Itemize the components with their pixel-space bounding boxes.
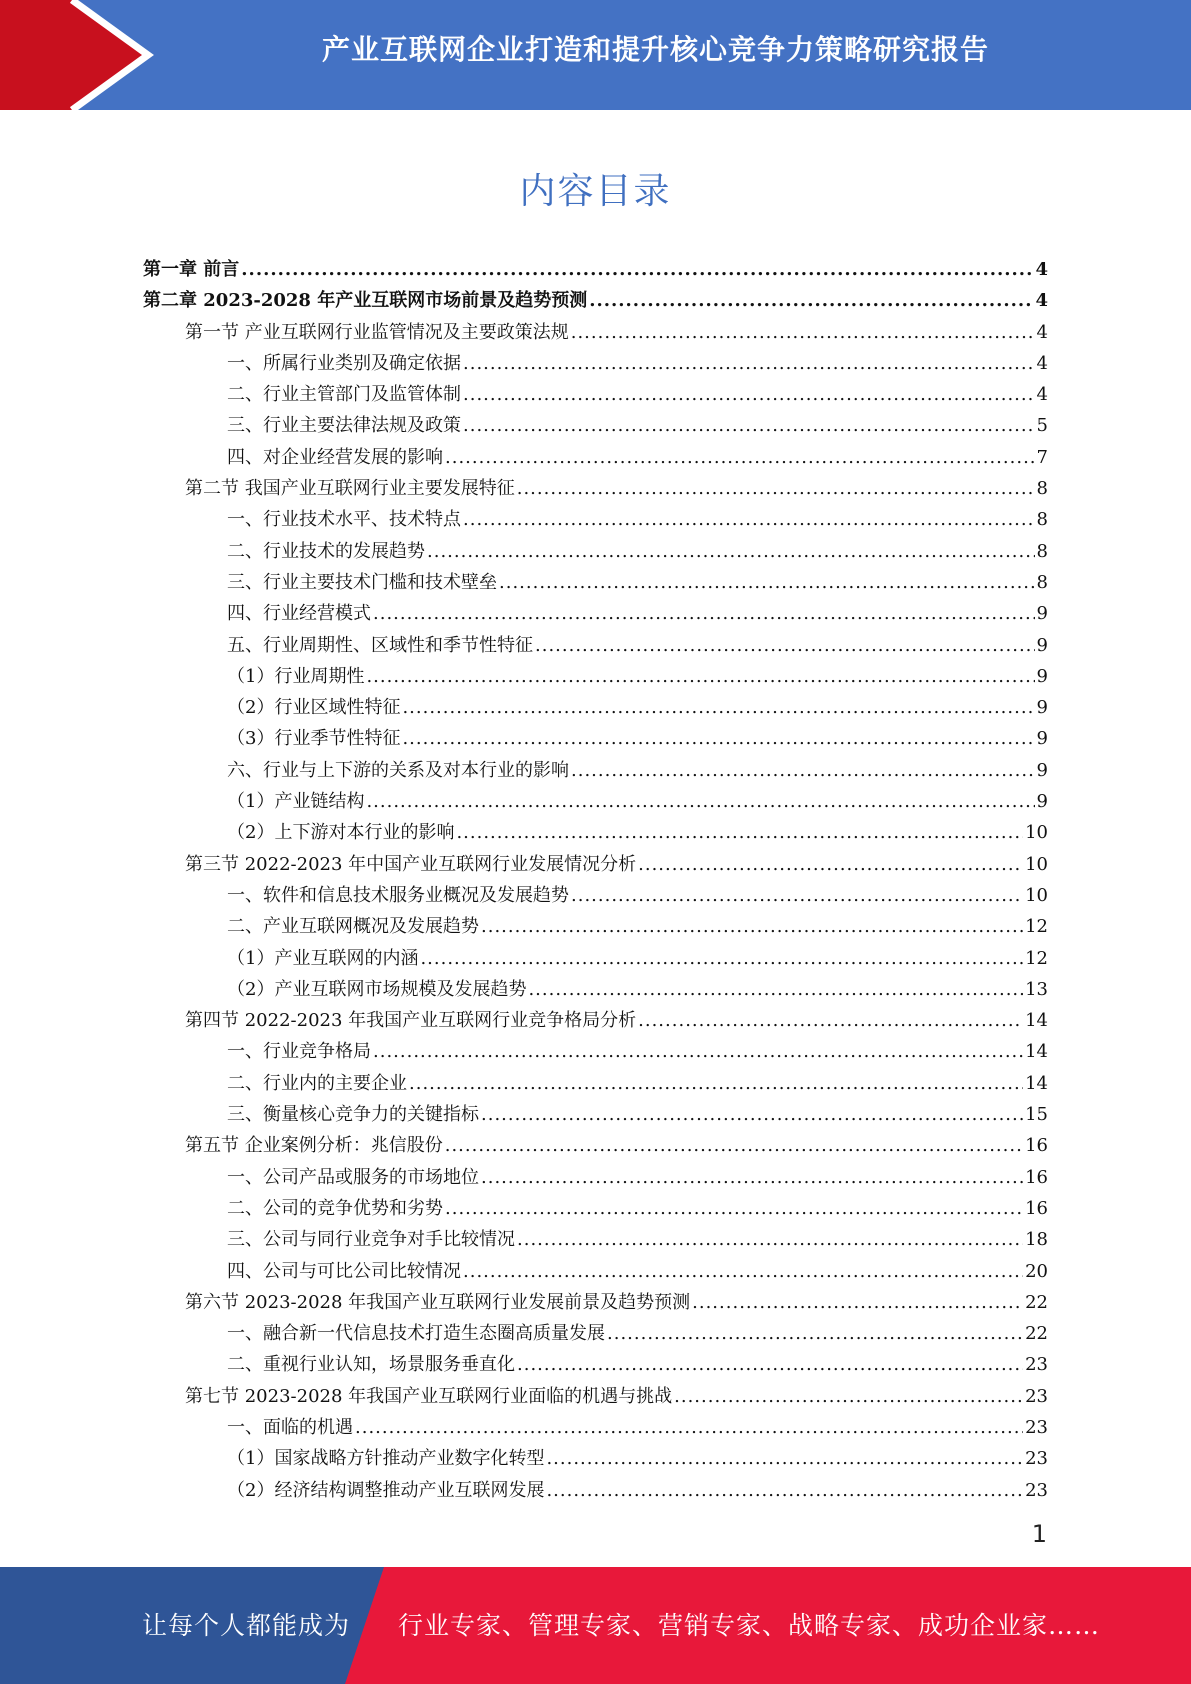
toc-dot-leader [445, 442, 1035, 473]
toc-dot-leader [463, 379, 1035, 410]
toc-entry-title: 一、软件和信息技术服务业概况及发展趋势 [227, 884, 569, 906]
toc-entry[interactable] [143, 348, 1048, 379]
footer-slogan-left: 让每个人都能成为 [142, 1611, 351, 1640]
toc-entry-page: 10 [1025, 884, 1048, 906]
toc-dot-leader [409, 1068, 1023, 1099]
toc-entry[interactable] [143, 1162, 1048, 1193]
toc-entry[interactable] [143, 943, 1048, 974]
toc-entry-title: 第六节 2023-2028 年我国产业互联网行业发展前景及趋势预测 [185, 1291, 691, 1313]
toc-dot-leader [546, 1443, 1023, 1474]
toc-entry[interactable] [143, 911, 1048, 942]
toc-entry[interactable] [143, 410, 1048, 441]
toc-entry[interactable] [143, 1381, 1048, 1412]
toc-entry[interactable] [143, 786, 1048, 817]
toc-entry-page: 20 [1025, 1260, 1048, 1282]
toc-entry-title: 二、行业内的主要企业 [227, 1072, 407, 1094]
toc-dot-leader [499, 567, 1035, 598]
toc-entry[interactable] [143, 661, 1048, 692]
toc-entry-page: 23 [1025, 1479, 1048, 1501]
toc-entry[interactable] [143, 723, 1048, 754]
toc-dot-leader [535, 630, 1035, 661]
toc-entry-title: 三、行业主要技术门槛和技术壁垒 [227, 571, 497, 593]
toc-dot-leader [589, 285, 1033, 316]
toc-dot-leader [463, 348, 1035, 379]
toc-entry[interactable] [143, 974, 1048, 1005]
toc-entry[interactable] [143, 630, 1048, 661]
toc-dot-leader [445, 1193, 1023, 1224]
toc-entry[interactable] [143, 504, 1048, 535]
toc-entry[interactable] [143, 442, 1048, 473]
toc-entry-page: 23 [1025, 1448, 1048, 1470]
toc-dot-leader [571, 880, 1023, 911]
toc-entry-title: 三、衡量核心竞争力的关键指标 [227, 1104, 479, 1126]
toc-entry-title: 二、行业技术的发展趋势 [227, 540, 425, 562]
header-banner [0, 0, 1191, 110]
toc-dot-leader [373, 1036, 1023, 1067]
footer-slogan-right: 行业专家、管理专家、营销专家、战略专家、成功企业家…… [398, 1611, 1101, 1640]
toc-dot-leader [517, 1349, 1023, 1380]
toc-entry-page: 23 [1025, 1354, 1048, 1376]
toc-entry-page: 13 [1025, 978, 1048, 1000]
toc-entry[interactable] [143, 473, 1048, 504]
toc-entry[interactable] [143, 1349, 1048, 1380]
toc-dot-leader [463, 410, 1035, 441]
toc-entry[interactable] [143, 598, 1048, 629]
toc-dot-leader [456, 817, 1023, 848]
toc-entry-title: 一、融合新一代信息技术打造生态圈高质量发展 [227, 1323, 605, 1345]
toc-entry-page: 10 [1025, 853, 1048, 875]
toc-dot-leader [571, 317, 1035, 348]
toc-dot-leader [481, 1162, 1023, 1193]
toc-dot-leader [481, 1099, 1023, 1130]
toc-entry-title: 一、面临的机遇 [227, 1416, 353, 1438]
toc-entry[interactable] [143, 755, 1048, 786]
toc-entry-title: 五、行业周期性、区域性和季节性特征 [227, 634, 533, 656]
toc-entry-title: （1）产业链结构 [227, 791, 365, 813]
toc-dot-leader [463, 1256, 1023, 1287]
toc-entry-title: 二、行业主管部门及监管体制 [227, 384, 461, 406]
toc-entry-title: 二、产业互联网概况及发展趋势 [227, 916, 479, 938]
toc-dot-leader [638, 849, 1023, 880]
toc-dot-leader [241, 254, 1033, 285]
toc-dot-leader [546, 1475, 1023, 1506]
toc-entry-title: 第五节 企业案例分析：兆信股份 [185, 1135, 443, 1157]
toc-entry[interactable] [143, 849, 1048, 880]
toc-entry-page: 9 [1036, 759, 1048, 781]
toc-entry-title: 二、公司的竞争优势和劣势 [227, 1197, 443, 1219]
toc-dot-leader [420, 943, 1023, 974]
toc-entry-page: 18 [1025, 1229, 1048, 1251]
toc-dot-leader [571, 755, 1035, 786]
toc-entry-page: 4 [1035, 290, 1048, 312]
toc-entry-page: 4 [1036, 321, 1048, 343]
toc-entry[interactable] [143, 536, 1048, 567]
toc-entry-title: 第二章 2023-2028 年产业互联网市场前景及趋势预测 [143, 290, 588, 312]
toc-entry-page: 9 [1036, 697, 1048, 719]
toc-entry-page: 22 [1025, 1291, 1048, 1313]
toc-dot-leader [517, 473, 1035, 504]
toc-entry-page: 14 [1025, 1041, 1048, 1063]
toc-entry-title: 一、公司产品或服务的市场地位 [227, 1166, 479, 1188]
toc-entry-title: 第三节 2022-2023 年中国产业互联网行业发展情况分析 [185, 853, 637, 875]
toc-dot-leader [445, 1130, 1023, 1161]
toc-dot-leader [607, 1318, 1023, 1349]
toc-entry-page: 15 [1025, 1104, 1048, 1126]
toc-entry-page: 4 [1036, 352, 1048, 374]
toc-entry[interactable] [143, 1099, 1048, 1130]
toc-entry-title: 三、公司与同行业竞争对手比较情况 [227, 1229, 515, 1251]
toc-dot-leader [402, 723, 1034, 754]
toc-dot-leader [366, 786, 1034, 817]
toc-entry-title: 第七节 2023-2028 年我国产业互联网行业面临的机遇与挑战 [185, 1385, 673, 1407]
toc-entry-title: （2）行业区域性特征 [227, 697, 401, 719]
toc-dot-leader [528, 974, 1023, 1005]
toc-dot-leader [517, 1224, 1023, 1255]
toc-entry[interactable] [143, 1224, 1048, 1255]
toc-dot-leader [402, 692, 1034, 723]
toc-entry-page: 9 [1036, 603, 1048, 625]
toc-entry-title: 四、公司与可比公司比较情况 [227, 1260, 461, 1282]
toc-entry[interactable] [143, 285, 1048, 316]
toc-entry-page: 5 [1036, 415, 1048, 437]
toc-dot-leader [366, 661, 1034, 692]
toc-entry[interactable] [143, 1443, 1048, 1474]
toc-entry-title: 四、行业经营模式 [227, 603, 371, 625]
toc-entry-title: 第二节 我国产业互联网行业主要发展特征 [185, 478, 515, 500]
toc-dot-leader [427, 536, 1035, 567]
toc-entry-page: 16 [1025, 1197, 1048, 1219]
toc-entry-title: 四、对企业经营发展的影响 [227, 446, 443, 468]
toc-entry-page: 14 [1025, 1010, 1048, 1032]
toc-entry-title: （3）行业季节性特征 [227, 728, 401, 750]
toc-entry-page: 9 [1036, 665, 1048, 687]
toc-entry-title: 三、行业主要法律法规及政策 [227, 415, 461, 437]
toc-entry[interactable] [143, 1068, 1048, 1099]
toc-entry-title: （2）经济结构调整推动产业互联网发展 [227, 1479, 545, 1501]
toc-entry-page: 16 [1025, 1135, 1048, 1157]
toc-entry[interactable] [143, 1412, 1048, 1443]
toc-entry-page: 9 [1036, 728, 1048, 750]
page-number: 1 [1031, 1520, 1047, 1548]
toc-entry-title: 一、行业竞争格局 [227, 1041, 371, 1063]
toc-entry[interactable] [143, 1256, 1048, 1287]
toc-entry[interactable] [143, 317, 1048, 348]
toc-entry-page: 8 [1036, 509, 1048, 531]
toc-entry-page: 12 [1025, 916, 1048, 938]
toc-dot-leader [355, 1412, 1023, 1443]
toc-dot-leader [692, 1287, 1023, 1318]
toc-entry[interactable] [143, 1130, 1048, 1161]
toc-entry-page: 9 [1036, 791, 1048, 813]
toc-entry-page: 22 [1025, 1323, 1048, 1345]
toc-entry-page: 10 [1025, 822, 1048, 844]
toc-entry-page: 23 [1025, 1416, 1048, 1438]
toc-dot-leader [373, 598, 1035, 629]
toc-dot-leader [674, 1381, 1023, 1412]
toc-entry-title: 第四节 2022-2023 年我国产业互联网行业竞争格局分析 [185, 1010, 637, 1032]
table-of-contents [143, 254, 1048, 1506]
toc-entry-title: （2）产业互联网市场规模及发展趋势 [227, 978, 527, 1000]
toc-entry[interactable] [143, 1193, 1048, 1224]
report-title: 产业互联网企业打造和提升核心竞争力策略研究报告 [321, 33, 989, 66]
toc-entry-title: （1）产业互联网的内涵 [227, 947, 419, 969]
toc-entry-title: 六、行业与上下游的关系及对本行业的影响 [227, 759, 569, 781]
toc-entry-page: 4 [1035, 259, 1048, 280]
toc-entry[interactable] [143, 254, 1048, 285]
footer-banner [0, 1567, 1191, 1684]
toc-entry-title: 一、行业技术水平、技术特点 [227, 509, 461, 531]
toc-title: 内容目录 [519, 171, 672, 212]
toc-dot-leader [463, 504, 1035, 535]
toc-entry-title: （1）行业周期性 [227, 665, 365, 687]
toc-entry-title: （2）上下游对本行业的影响 [227, 822, 455, 844]
toc-entry-page: 14 [1025, 1072, 1048, 1094]
toc-entry-page: 8 [1036, 571, 1048, 593]
toc-entry-title: （1）国家战略方针推动产业数字化转型 [227, 1448, 545, 1470]
toc-entry[interactable] [143, 817, 1048, 848]
toc-entry[interactable] [143, 1287, 1048, 1318]
toc-entry-page: 8 [1036, 478, 1048, 500]
toc-entry-page: 16 [1025, 1166, 1048, 1188]
toc-entry-page: 12 [1025, 947, 1048, 969]
toc-entry-title: 二、重视行业认知，场景服务垂直化 [227, 1354, 515, 1376]
toc-entry[interactable] [143, 379, 1048, 410]
toc-dot-leader [638, 1005, 1023, 1036]
toc-entry-page: 23 [1025, 1385, 1048, 1407]
toc-entry[interactable] [143, 567, 1048, 598]
toc-dot-leader [481, 911, 1023, 942]
toc-entry[interactable] [143, 880, 1048, 911]
toc-entry-page: 8 [1036, 540, 1048, 562]
toc-entry[interactable] [143, 692, 1048, 723]
toc-entry[interactable] [143, 1005, 1048, 1036]
toc-entry-page: 7 [1036, 446, 1048, 468]
toc-entry-page: 4 [1036, 384, 1048, 406]
toc-entry-title: 一、所属行业类别及确定依据 [227, 352, 461, 374]
toc-entry-title: 第一节 产业互联网行业监管情况及主要政策法规 [185, 321, 569, 343]
toc-entry[interactable] [143, 1318, 1048, 1349]
toc-entry-title: 第一章 前言 [143, 259, 240, 280]
toc-entry-page: 9 [1036, 634, 1048, 656]
toc-entry[interactable] [143, 1475, 1048, 1506]
toc-entry[interactable] [143, 1036, 1048, 1067]
